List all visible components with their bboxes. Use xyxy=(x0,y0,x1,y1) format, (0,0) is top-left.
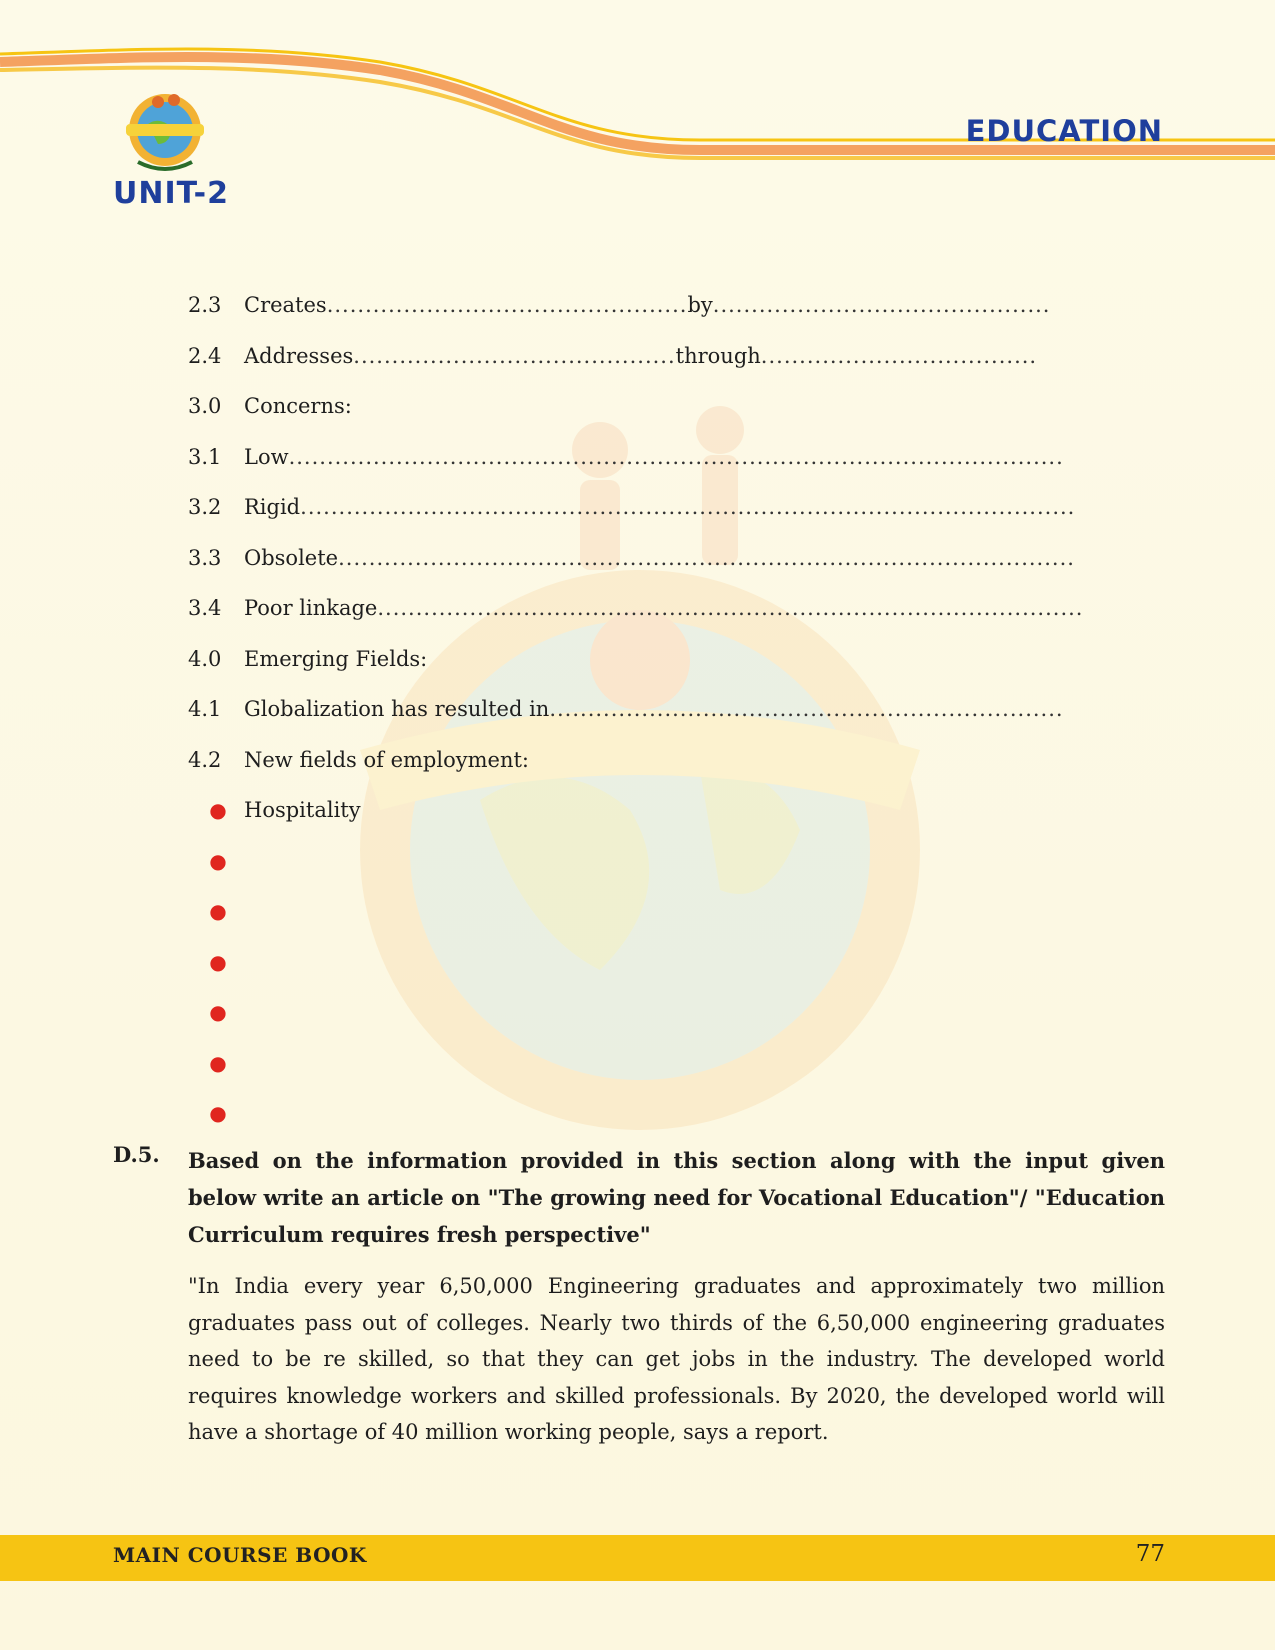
blank-line: ..................................................................................................... xyxy=(288,444,1064,469)
red-bullet-icon: ● xyxy=(209,899,227,924)
item-number: 4.1 xyxy=(188,697,222,722)
blank-line: ................................................................................................ xyxy=(338,545,1075,570)
section-title: EDUCATION xyxy=(965,114,1163,148)
bullet-item xyxy=(188,785,1163,836)
cce-globe-logo-icon xyxy=(120,80,210,180)
bullet-item xyxy=(188,886,1163,937)
item-number: 3.1 xyxy=(188,444,222,469)
bullet-item xyxy=(188,987,1163,1038)
bullet-item xyxy=(188,1038,1163,1089)
blank-line: ............................................... xyxy=(326,293,688,318)
red-bullet-icon: ● xyxy=(209,1101,227,1126)
list-item xyxy=(188,381,1163,432)
list-item xyxy=(188,735,1163,786)
item-number: 3.2 xyxy=(188,495,222,520)
list-item xyxy=(188,533,1163,584)
item-text: Low xyxy=(244,444,289,469)
item-text: Emerging Fields: xyxy=(244,646,428,671)
blank-line: .................................... xyxy=(760,343,1038,368)
item-text: Addresses xyxy=(244,343,354,368)
list-item xyxy=(188,684,1163,735)
book-title: MAIN COURSE BOOK xyxy=(113,1543,367,1567)
item-text: Obsolete xyxy=(244,545,339,570)
page-number: 77 xyxy=(1135,1541,1165,1567)
item-number: 3.0 xyxy=(188,394,222,419)
list-item xyxy=(188,331,1163,382)
blank-line: ............................................................................................ xyxy=(377,596,1084,621)
item-text: Rigid xyxy=(244,495,301,520)
red-bullet-icon: ● xyxy=(209,848,227,873)
item-number: 2.4 xyxy=(188,343,222,368)
list-item xyxy=(188,432,1163,483)
red-bullet-icon: ● xyxy=(209,1000,227,1025)
item-number: 3.3 xyxy=(188,545,222,570)
bullet-item xyxy=(188,937,1163,988)
item-text: Globalization has resulted in xyxy=(244,697,550,722)
item-connector: by xyxy=(687,293,713,318)
red-bullet-icon: ● xyxy=(209,949,227,974)
red-bullet-icon: ● xyxy=(209,1050,227,1075)
item-connector: through xyxy=(675,343,761,368)
blank-line: .......................................... xyxy=(353,343,676,368)
list-item xyxy=(188,634,1163,685)
bullet-item xyxy=(188,1088,1163,1139)
blank-line: ................................................................... xyxy=(549,697,1064,722)
red-bullet-icon: ● xyxy=(209,798,227,823)
item-text: Creates xyxy=(244,293,327,318)
item-number: 4.0 xyxy=(188,646,222,671)
question-paragraph: "In India every year 6,50,000 Engineering graduates and approximately two million graduates pass out of colleges. Nearly two thirds of the 6,50,000 engineering graduates need to be re skilled, so that they can get jobs in the industry. The developed world requires knowledge workers and skilled professionals. By 2020, the developed world will have a shortage of 40 million working people, says a report. xyxy=(188,1274,1165,1444)
question-label: D.5. xyxy=(113,1142,160,1167)
unit-label: UNIT-2 xyxy=(113,176,230,211)
blank-line: ..................................................................................................... xyxy=(300,495,1076,520)
list-item xyxy=(188,280,1163,331)
blank-line: ............................................ xyxy=(712,293,1051,318)
item-text: Concerns: xyxy=(244,394,352,419)
list-item xyxy=(188,482,1163,533)
question-prompt: Based on the information provided in this section along with the input given below write an article on "The growing need for Vocational Education"/ "Education Curriculum requires fresh perspective" xyxy=(188,1148,1165,1247)
bullet-item xyxy=(188,836,1163,887)
item-text: Poor linkage xyxy=(244,596,378,621)
list-item xyxy=(188,583,1163,634)
item-number: 3.4 xyxy=(188,596,222,621)
notes-list xyxy=(188,280,1163,1139)
item-number: 4.2 xyxy=(188,747,222,772)
item-number: 2.3 xyxy=(188,293,222,318)
item-text: New fields of employment: xyxy=(244,747,529,772)
bullet-text: Hospitality xyxy=(244,798,361,823)
